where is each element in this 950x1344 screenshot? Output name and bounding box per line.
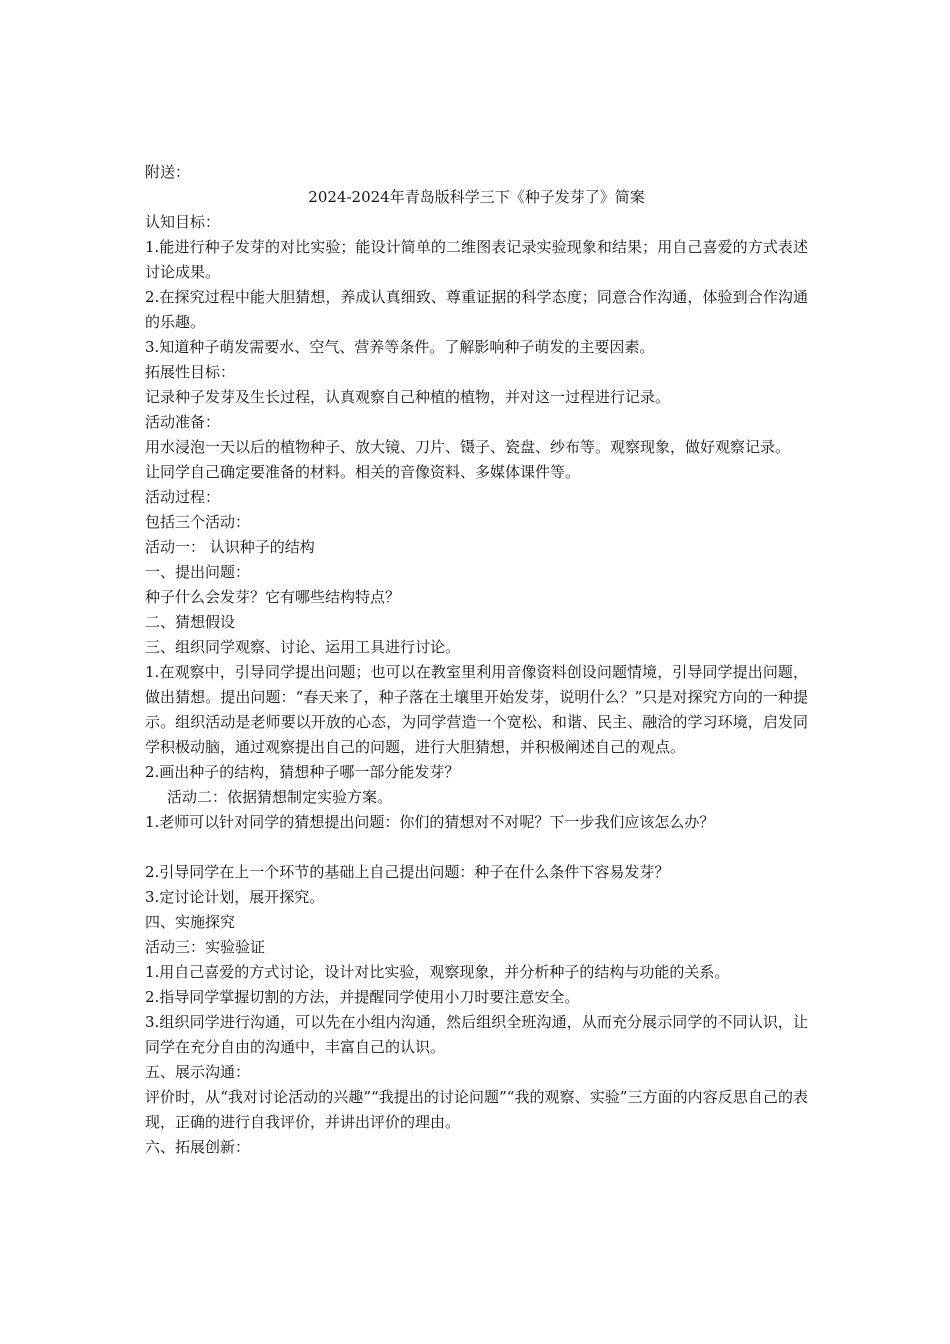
step-six-heading: 六、拓展创新： [145, 1138, 251, 1156]
paragraph-question: 种子什么会发芽？它有哪些结构特点？ [145, 588, 401, 606]
paragraph-plan-2: 2.引导同学在上一个环节的基础上自己提出问题：种子在什么条件下容易发芽？ [145, 863, 670, 881]
activity-two-heading: 活动二：依据猜想制定实验方案。 [167, 788, 393, 806]
paragraph-goal-2: 2.在探究过程中能大胆猜想，养成认真细致、尊重证据的科学态度；同意合作沟通，体验到合作沟通的乐趣。 [145, 288, 808, 331]
step-two-heading: 二、猜想假设 [145, 613, 236, 631]
paragraph-observation-1: 1.在观察中，引导同学提出问题；也可以在教室里利用音像资料创设问题情境，引导同学提出问题，做出猜想。提出问题：“春天来了，种子落在土壤里开始发芽，说明什么？”只是对探究方向的一种提示。组织活动是老师要以开放的心态，为同学营造一个宽松、和谐、民主、融洽的学习环境，启发同学积极动脑，通过观察提出自己的问题，进行大胆猜想，并积极阐述自己的观点。 [145, 663, 808, 756]
paragraph-goal-3: 3.知道种子萌发需要水、空气、营养等条件。了解影响种子萌发的主要因素。 [145, 338, 655, 356]
paragraph-preparation-materials: 用水浸泡一天以后的植物种子、放大镜、刀片、镊子、瓷盘、纱布等。观察现象，做好观察记录。 [145, 438, 791, 456]
section-heading-extended-goals: 拓展性目标： [145, 363, 236, 381]
document-title: 2024-2024年青岛版科学三下《种子发芽了》简案 [308, 188, 645, 206]
blank-line [145, 835, 808, 860]
paragraph-plan-3: 3.定讨论计划，展开探究。 [145, 888, 325, 906]
activity-three-heading: 活动三：实验验证 [145, 938, 266, 956]
paragraph-extended-goal: 记录种子发芽及生长过程，认真观察自己种植的植物，并对这一过程进行记录。 [145, 388, 671, 406]
appendix-heading: 附送： [145, 163, 191, 181]
section-heading-process: 活动过程： [145, 488, 221, 506]
paragraph-evaluation: 评价时，从“我对讨论活动的兴趣”“我提出的讨论问题”“我的观察、实验”三方面的内容反思自己的表现，正确的进行自我评价，并讲出评价的理由。 [145, 1088, 808, 1131]
section-heading-cognitive-goals: 认知目标： [145, 213, 221, 231]
paragraph-experiment-1: 1.用自己喜爱的方式讨论，设计对比实验，观察现象，并分析种子的结构与功能的关系。 [145, 963, 730, 981]
paragraph-experiment-3: 3.组织同学进行沟通，可以先在小组内沟通，然后组织全班沟通，从而充分展示同学的不同认识，让同学在充分自由的沟通中，丰富自己的认识。 [145, 1013, 808, 1056]
paragraph-experiment-2: 2.指导同学掌握切割的方法，并提醒同学使用小刀时要注意安全。 [145, 988, 580, 1006]
paragraph-three-activities: 包括三个活动： [145, 513, 251, 531]
step-five-heading: 五、展示沟通： [145, 1063, 251, 1081]
activity-one-heading: 活动一： 认识种子的结构 [145, 538, 315, 556]
paragraph-plan-1: 1.老师可以针对同学的猜想提出问题：你们的猜想对不对呢？下一步我们应该怎么办？ [145, 813, 715, 831]
section-heading-preparation: 活动准备： [145, 413, 221, 431]
paragraph-goal-1: 1.能进行种子发芽的对比实验；能设计简单的二维图表记录实验现象和结果；用自己喜爱的方式表述讨论成果。 [145, 238, 808, 281]
step-four-heading: 四、实施探究 [145, 913, 236, 931]
document-body [145, 160, 808, 1160]
paragraph-preparation-student: 让同学自己确定要准备的材料。相关的音像资料、多媒体课件等。 [145, 463, 581, 481]
step-three-heading: 三、组织同学观察、讨论、运用工具进行讨论。 [145, 638, 461, 656]
step-one-heading: 一、提出问题： [145, 563, 251, 581]
paragraph-observation-2: 2.画出种子的结构，猜想种子哪一部分能发芽？ [145, 763, 460, 781]
